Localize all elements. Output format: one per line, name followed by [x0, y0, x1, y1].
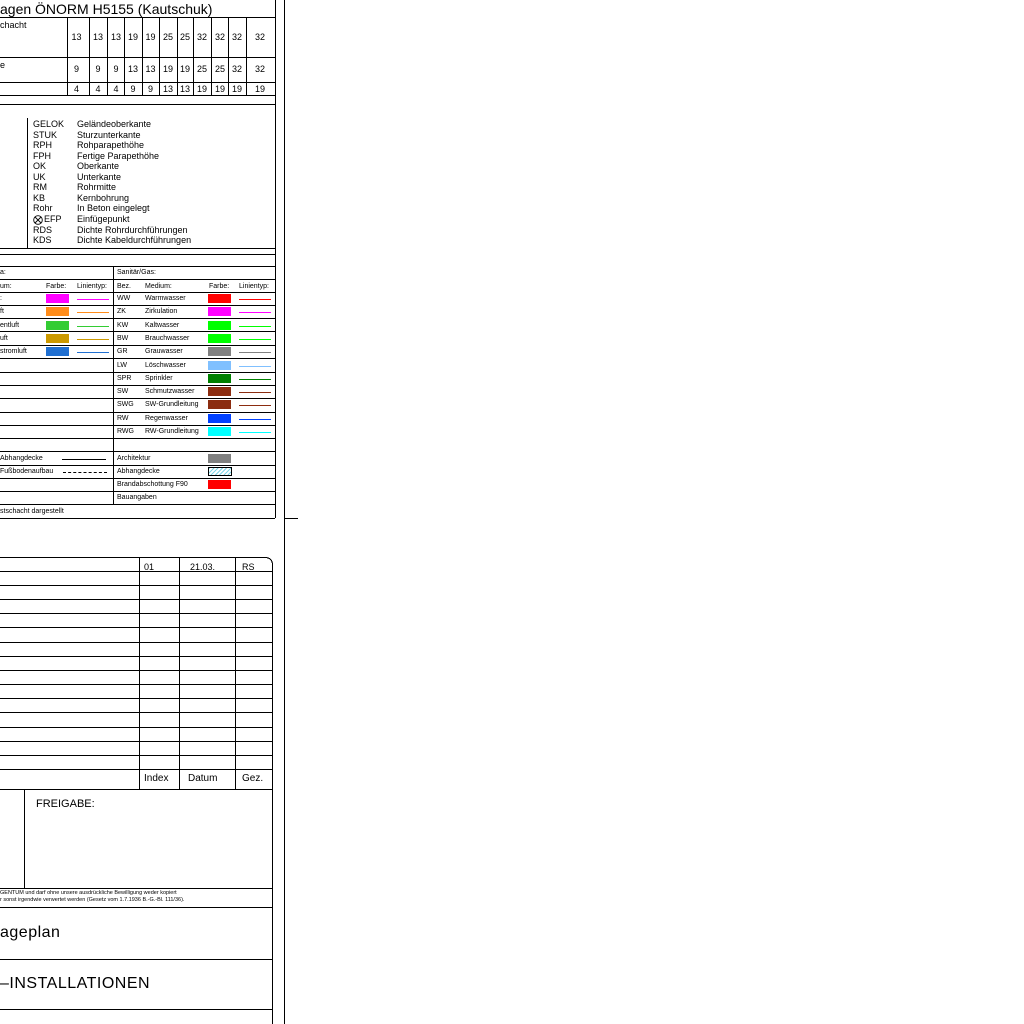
- legend-abhangdecke-right-label: Abhangdecke: [117, 468, 160, 475]
- abbreviation-code: RPH: [33, 140, 53, 151]
- legend-left-line-sample: [77, 312, 109, 313]
- freigabe-label: FREIGABE:: [36, 798, 95, 810]
- legend-right-line-sample: [239, 432, 271, 433]
- dim-cell: 9: [73, 64, 79, 74]
- legend-right-code: RWG: [117, 428, 134, 435]
- revision-first-index: 01: [144, 562, 155, 572]
- dim-cell: 4: [73, 84, 79, 94]
- dim-cell: 13: [110, 32, 121, 42]
- dim-cell: 19: [254, 84, 265, 94]
- legend-right-color-swatch: [208, 427, 231, 436]
- legend-left-medium: :: [0, 295, 2, 302]
- dim-cell: 25: [214, 64, 225, 74]
- legend-left-col-linientyp: Linientyp:: [77, 283, 107, 290]
- legend-right-col-farbe: Farbe:: [209, 283, 230, 290]
- abbreviation-code: FPH: [33, 150, 51, 161]
- dim-cell: 19: [214, 84, 225, 94]
- dim-cell: 19: [145, 32, 156, 42]
- legend-right-code: SWG: [117, 401, 134, 409]
- abbreviation-text: Dichte Rohrdurchführungen: [77, 224, 188, 235]
- dim-table-title: agen ÖNORM H5155 (Kautschuk): [0, 1, 213, 17]
- abbreviation-code: STUK: [33, 129, 58, 140]
- legend-right-color-swatch: [208, 307, 231, 316]
- dim-table-row1-label: chacht: [0, 20, 27, 30]
- dim-cell: 9: [130, 84, 136, 94]
- legend-left-header: a:: [0, 269, 6, 276]
- legend-right-line-sample: [239, 392, 271, 393]
- legend-left-color-swatch: [46, 347, 69, 356]
- dim-cell: 19: [196, 84, 207, 94]
- abbreviation-text: Oberkante: [77, 161, 120, 172]
- legend-right-line-sample: [239, 379, 271, 380]
- brand-swatch: [208, 480, 231, 489]
- legend-left-color-swatch: [46, 321, 69, 330]
- legend-left-medium: uft: [0, 334, 8, 342]
- dim-cell: 13: [71, 32, 82, 42]
- dim-cell: 19: [127, 32, 138, 42]
- legend-right-code: ZK: [117, 308, 126, 316]
- abbreviation-code: RDS: [33, 224, 53, 235]
- legend-right-line-sample: [239, 339, 271, 340]
- legend-left-line-sample: [77, 339, 109, 340]
- legend-right-col-linientyp: Linientyp:: [239, 283, 269, 290]
- legend-right-code: SW: [117, 388, 129, 396]
- legend-left-line-sample: [77, 326, 109, 327]
- legend-left-color-swatch: [46, 307, 69, 316]
- dim-table-row2-label: e: [0, 60, 6, 70]
- legend-right-color-swatch: [208, 347, 231, 356]
- revision-first-datum: 21.03.: [190, 562, 216, 572]
- legend-right-color-swatch: [208, 294, 231, 303]
- architektur-swatch: [208, 454, 231, 463]
- legend-right-medium: Zirkulation: [145, 308, 178, 316]
- legend-right-color-swatch: [208, 414, 231, 423]
- legend-right-medium: Grauwasser: [145, 348, 183, 356]
- legend-right-medium: SW-Grundleitung: [145, 401, 199, 409]
- legend-right-medium: Brauchwasser: [145, 334, 190, 342]
- legend-right-header: Sanitär/Gas:: [117, 269, 156, 276]
- legend-right-line-sample: [239, 366, 271, 367]
- legend-right-code: RW: [117, 414, 129, 422]
- dim-cell: 4: [95, 84, 101, 94]
- dim-cell: 4: [113, 84, 119, 94]
- abbreviation-code: KDS: [33, 235, 52, 246]
- dim-cell: 9: [147, 84, 153, 94]
- legend-left-medium: entluft: [0, 321, 20, 329]
- abbreviation-code: RM: [33, 182, 47, 193]
- legend-right-medium: Sprinkler: [145, 374, 173, 382]
- legend-left-col-farbe: Farbe:: [46, 283, 67, 290]
- dim-cell: 9: [113, 64, 119, 74]
- dim-cell: 32: [254, 64, 265, 74]
- abbreviation-text: Rohparapethöhe: [77, 140, 145, 151]
- dim-cell: 32: [214, 32, 225, 42]
- dim-cell: 13: [127, 64, 138, 74]
- legend-fussboden-label: Fußbodenaufbau: [0, 468, 54, 475]
- dim-cell: 13: [145, 64, 156, 74]
- legend-right-line-sample: [239, 405, 271, 406]
- legend-right-color-swatch: [208, 400, 231, 409]
- dim-cell: 25: [179, 32, 190, 42]
- legend-right-medium: Regenwasser: [145, 414, 188, 422]
- abhangdecke-line: [62, 459, 106, 460]
- legend-brand-label: Brandabschottung F90: [117, 481, 188, 488]
- legend-right-code: BW: [117, 334, 129, 342]
- legend-abhangdecke-label: Abhangdecke: [0, 455, 43, 462]
- plan-title: ageplan: [0, 924, 61, 941]
- legend-right-code: WW: [117, 295, 131, 302]
- legend-right-line-sample: [239, 352, 271, 353]
- legend-right-line-sample: [239, 312, 271, 313]
- abbreviation-code: GELOK: [33, 119, 65, 129]
- abbreviation-code: KB: [33, 192, 46, 203]
- legend-right-medium: Warmwasser: [145, 295, 186, 302]
- legend-left-line-sample: [77, 299, 109, 300]
- legend-right-color-swatch: [208, 321, 231, 330]
- abbreviation-text: Rohrmitte: [77, 182, 117, 193]
- legend-left-color-swatch: [46, 294, 69, 303]
- abbreviation-text: Sturzunterkante: [77, 129, 141, 140]
- dim-cell: 19: [179, 64, 190, 74]
- legend-right-line-sample: [239, 419, 271, 420]
- abhangdecke-hatch-swatch: [208, 467, 232, 476]
- legend-left-col-medium: um:: [0, 283, 12, 290]
- dim-cell: 32: [254, 32, 265, 42]
- legend-right-line-sample: [239, 299, 271, 300]
- legend-note: stschacht dargestellt: [0, 508, 64, 515]
- legend-right-medium: RW-Grundleitung: [145, 428, 199, 435]
- copyright-line-2: r sonst irgendwie verwertet werden (Gesetz vom 1.7.1936 B.-G.-Bl. 111/36).: [0, 897, 185, 903]
- revision-col-index: Index: [144, 773, 169, 784]
- legend-right-code: KW: [117, 321, 129, 329]
- legend-right-color-swatch: [208, 361, 231, 370]
- dim-cell: 13: [92, 32, 103, 42]
- revision-col-datum: Datum: [188, 773, 218, 784]
- dim-cell: 32: [196, 32, 207, 42]
- legend-right-color-swatch: [208, 387, 231, 396]
- legend-right-code: GR: [117, 348, 128, 356]
- legend-architektur-label: Architektur: [117, 455, 151, 462]
- legend-right-code: SPR: [117, 374, 132, 382]
- fussboden-line: [63, 472, 107, 473]
- abbreviation-code: UK: [33, 171, 46, 182]
- abbreviation-text: Kernbohrung: [77, 192, 130, 203]
- legend-right-color-swatch: [208, 374, 231, 383]
- legend-bauangaben-label: Bauangaben: [117, 494, 157, 501]
- dim-cell: 9: [95, 64, 101, 74]
- legend-right-medium: Löschwasser: [145, 361, 186, 369]
- abbreviation-text: Dichte Kabeldurchführungen: [77, 235, 192, 246]
- dim-cell: 13: [162, 84, 173, 94]
- legend-left-color-swatch: [46, 334, 69, 343]
- legend-right-medium: Schmutzwasser: [145, 388, 195, 396]
- revision-first-gez: RS: [242, 562, 255, 572]
- legend-right-color-swatch: [208, 334, 231, 343]
- legend-right-code: LW: [117, 361, 127, 369]
- legend-right-medium: Kaltwasser: [145, 321, 180, 329]
- legend-left-medium: ft: [0, 308, 4, 316]
- abbreviation-text: In Beton eingelegt: [77, 203, 150, 214]
- plan-subtitle: –INSTALLATIONEN: [0, 975, 151, 992]
- abbreviation-text: Geländeoberkante: [77, 119, 152, 129]
- dim-cell: 13: [179, 84, 190, 94]
- legend-right-col-medium: Medium:: [145, 283, 172, 290]
- abbreviation-code: Rohr: [33, 203, 53, 214]
- abbreviation-text: Einfügepunkt: [77, 213, 130, 224]
- legend-left-line-sample: [77, 352, 109, 353]
- dim-cell: 19: [162, 64, 173, 74]
- dim-cell: 32: [231, 32, 242, 42]
- revision-col-gez: Gez.: [242, 773, 264, 784]
- dim-cell: 25: [196, 64, 207, 74]
- legend-right-col-bez: Bez.: [117, 283, 132, 290]
- copyright-line-1: GENTUM und darf ohne unsere ausdrückliche Bewilligung weder kopiert: [0, 890, 177, 896]
- abbreviation-text: Fertige Parapethöhe: [77, 150, 160, 161]
- abbreviation-text: Unterkante: [77, 171, 122, 182]
- abbreviation-code: EFP: [44, 213, 62, 224]
- legend-right-line-sample: [239, 326, 271, 327]
- dim-cell: 32: [231, 64, 242, 74]
- abbreviation-code: OK: [33, 161, 47, 172]
- dim-cell: 25: [162, 32, 173, 42]
- crossed-circle-icon: [33, 215, 43, 225]
- dim-cell: 19: [231, 84, 242, 94]
- legend-left-medium: stromluft: [0, 348, 27, 355]
